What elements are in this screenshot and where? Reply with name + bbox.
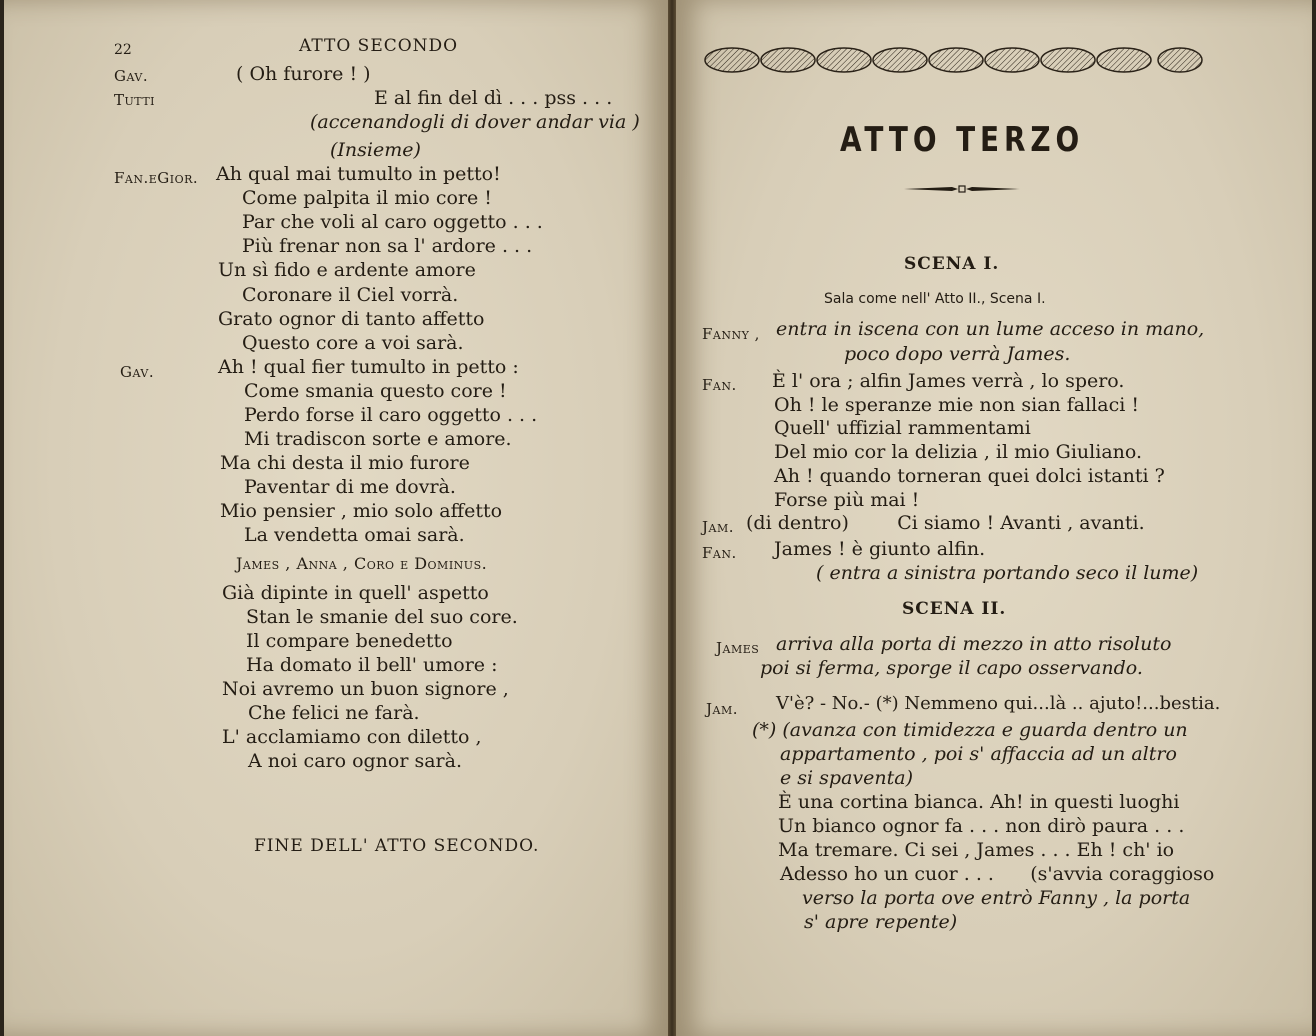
left-page — [4, 0, 668, 1036]
verse-line: Ah qual mai tumulto in petto! — [216, 163, 501, 185]
speaker-label: James — [716, 639, 760, 657]
speaker-label: Fan. — [702, 376, 737, 394]
verse-line: Grato ognor di tanto affetto — [218, 308, 485, 330]
speaker-label: Fan. — [702, 544, 737, 562]
verse-line: Ah ! quando torneran quei dolci istanti ? — [774, 465, 1165, 487]
verse-line: La vendetta omai sarà. — [244, 524, 465, 546]
verse-line: A noi caro ognor sarà. — [248, 750, 463, 772]
verse-line: Noi avremo un buon signore , — [222, 678, 509, 700]
verse-line: Un bianco ognor fa . . . non dirò paura . . . — [778, 815, 1185, 837]
page-number: 22 — [114, 42, 132, 58]
verse-line: Coronare il Ciel vorrà. — [242, 284, 459, 306]
stage-direction: e si spaventa) — [780, 767, 913, 789]
stage-direction: ( entra a sinistra portando seco il lume) — [816, 562, 1199, 584]
verse-line: Mi tradiscon sorte e amore. — [244, 428, 512, 450]
verse-line: James ! è giunto alfin. — [774, 538, 986, 560]
running-head: ATTO SECONDO — [299, 36, 459, 56]
verse-line: Ah ! qual fier tumulto in petto : — [218, 356, 519, 378]
stage-direction: poco dopo verrà James. — [844, 343, 1071, 365]
verse-line: Già dipinte in quell' aspetto — [222, 582, 489, 604]
verse-line: Come palpita il mio core ! — [242, 187, 492, 209]
stage-direction: arriva alla porta di mezzo in atto risoluto — [776, 633, 1172, 655]
verse-line: (di dentro) Ci siamo ! Avanti , avanti. — [746, 512, 1145, 534]
title-rule — [902, 184, 1022, 194]
verse-line: Stan le smanie del suo core. — [246, 606, 518, 628]
ornamental-border — [704, 44, 1204, 76]
stage-direction: (accenandogli di dover andar via ) — [310, 111, 640, 133]
scene-title: SCENA I. — [904, 254, 1000, 274]
end-of-act: FINE DELL' ATTO SECONDO. — [254, 836, 540, 856]
verse-line: Ma chi desta il mio furore — [220, 452, 470, 474]
verse-line: V'è? - No.- (*) Nemmeno qui...là .. ajuto!...bestia. — [776, 693, 1221, 714]
verse-line: Oh ! le speranze mie non sian fallaci ! — [774, 394, 1139, 416]
speaker-label: Jam. — [706, 700, 738, 718]
verse-line: Questo core a voi sarà. — [242, 332, 464, 354]
speaker-label: Gav. — [120, 363, 155, 381]
verse-line: Ma tremare. Ci sei , James . . . Eh ! ch' io — [778, 839, 1175, 861]
verse-line: Adesso ho un cuor . . . (s'avvia coraggioso — [780, 863, 1215, 885]
stage-direction: (*) (avanza con timidezza e guarda dentro un — [752, 719, 1188, 741]
verse-line: Perdo forse il caro oggetto . . . — [244, 404, 538, 426]
verse-line: L' acclamiamo con diletto , — [222, 726, 482, 748]
stage-direction: s' apre repente) — [804, 911, 958, 933]
verse-line: Quell' uffizial rammentami — [774, 417, 1031, 439]
right-page — [676, 0, 1312, 1036]
verse-line: Paventar di me dovrà. — [244, 476, 456, 498]
stage-direction: poi si ferma, sporge il capo osservando. — [760, 657, 1143, 679]
act-title: ATTO TERZO — [840, 120, 1085, 160]
verse-line: Del mio cor la delizia , il mio Giuliano. — [774, 441, 1143, 463]
verse-line: Come smania questo core ! — [244, 380, 507, 402]
character-group: James , Anna , Coro e Dominus. — [236, 554, 488, 573]
verse-line: E al fin del dì . . . pss . . . — [374, 87, 613, 109]
verse-line: È l' ora ; alfin James verrà , lo spero. — [772, 370, 1125, 392]
verse-line: È una cortina bianca. Ah! in questi luoghi — [778, 791, 1180, 813]
verse-line: ( Oh furore ! ) — [236, 63, 371, 85]
speaker-label: Tutti — [114, 91, 155, 109]
speaker-label: Gav. — [114, 67, 149, 85]
speaker-label: Jam. — [702, 518, 734, 536]
verse-line: Mio pensier , mio solo affetto — [220, 500, 503, 522]
verse-line: Ha domato il bell' umore : — [246, 654, 498, 676]
verse-line: Il compare benedetto — [246, 630, 453, 652]
stage-direction: entra in iscena con un lume acceso in mano, — [776, 318, 1205, 340]
stage-direction: (Insieme) — [330, 139, 421, 161]
speaker-label: Fanny , — [702, 325, 760, 343]
verse-line: Che felici ne farà. — [248, 702, 420, 724]
speaker-label: Fan.eGior. — [114, 169, 199, 187]
stage-direction: appartamento , poi s' affaccia ad un altro — [780, 743, 1177, 765]
stage-direction: verso la porta ove entrò Fanny , la porta — [802, 887, 1191, 909]
verse-line: Par che voli al caro oggetto . . . — [242, 211, 543, 233]
verse-line: Forse più mai ! — [774, 489, 920, 511]
verse-line: Un sì fido e ardente amore — [218, 259, 476, 281]
verse-line: Più frenar non sa l' ardore . . . — [242, 235, 533, 257]
scene-title: SCENA II. — [902, 599, 1007, 619]
scene-setting: Sala come nell' Atto II., Scena I. — [824, 291, 1046, 307]
